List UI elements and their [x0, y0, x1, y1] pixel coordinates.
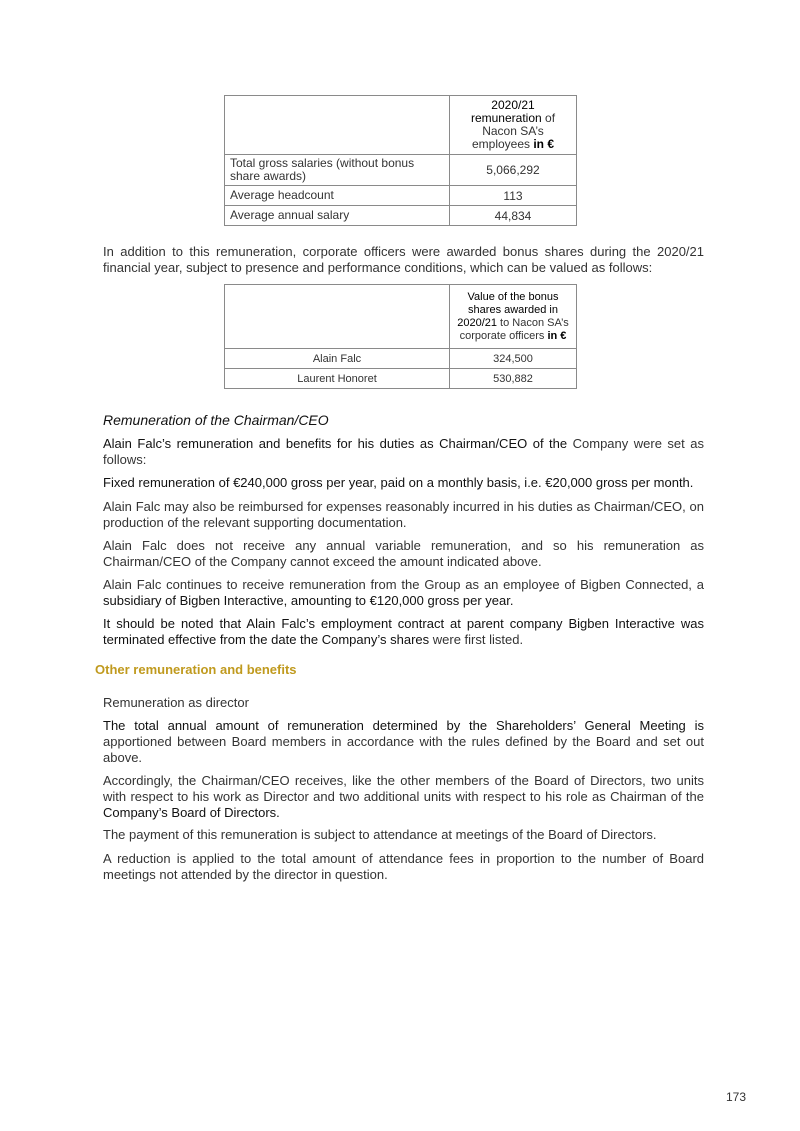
text-run: Alain Falc’s remuneration and benefits for his duties as Chairman/CEO of the — [103, 436, 568, 451]
bonus-intro-paragraph: In addition to this remuneration, corporate officers were awarded bonus shares during the 2020/21 financial year, subject to presence and performance conditions, which can be valued as follows: — [103, 244, 704, 275]
table-row — [225, 349, 577, 369]
text-run: The total annual amount of remuneration determined by the Shareholders’ General Meeting is — [103, 718, 704, 733]
table-corner-cell — [225, 285, 450, 349]
row-value: 113 — [450, 186, 577, 206]
other-remuneration-title: Other remuneration and benefits — [95, 662, 297, 677]
header-line: shares awarded in — [468, 303, 558, 316]
row-label: Total gross salaries (without bonus share awards) — [225, 155, 450, 186]
other-paragraph-2 — [103, 773, 704, 821]
other-paragraph-4: A reduction is applied to the total amount of attendance fees in proportion to the number of Board meetings not attended by the director in question. — [103, 851, 704, 882]
table-row — [225, 369, 577, 389]
row-label: Alain Falc — [225, 349, 450, 369]
chairman-paragraph-1 — [103, 436, 704, 468]
row-label: Laurent Honoret — [225, 369, 450, 389]
header-unit: in € — [547, 329, 567, 342]
other-paragraph-1 — [103, 718, 704, 766]
row-label: Average annual salary — [225, 206, 450, 226]
chairman-paragraph-5 — [103, 577, 704, 609]
chairman-paragraph-2: Fixed remuneration of €240,000 gross per year, paid on a monthly basis, i.e. €20,000 gross per month. — [103, 475, 694, 490]
table-corner-cell — [225, 96, 450, 155]
header-line: of — [541, 111, 556, 125]
row-label: Average headcount — [225, 186, 450, 206]
text-run: Company were set as follows: — [103, 436, 704, 467]
header-line: Nacon SA’s — [482, 124, 544, 138]
text-run: It should be noted that Alain Falc’s employment contract at parent company Bigben Interactive was terminated effective from the date the Company’s shares — [103, 616, 704, 647]
header-line: 2020/21 — [457, 316, 497, 329]
table-row — [225, 206, 577, 226]
text-run: Alain Falc continues to receive remuneration from the Group as an employee of Bigben Connected, a — [103, 577, 704, 592]
text-run: Accordingly, the Chairman/CEO receives, like the other members of the Board of Directors, two units with respect to his work as Director and two additional units with respect to his role as Chairman of the — [103, 773, 704, 804]
table-header — [450, 285, 577, 349]
table-header — [450, 96, 577, 155]
text-run: were first listed. — [429, 632, 524, 647]
chairman-paragraph-3: Alain Falc may also be reimbursed for expenses reasonably incurred in his duties as Chairman/CEO, on production of the relevant supporting documentation. — [103, 499, 704, 530]
row-value: 530,882 — [450, 369, 577, 389]
table-row — [225, 186, 577, 206]
header-unit: in € — [533, 137, 555, 151]
header-line: to Nacon SA’s — [497, 316, 569, 329]
header-line: corporate officers — [459, 329, 548, 342]
text-run: Company’s Board of Directors. — [103, 805, 280, 820]
row-value: 5,066,292 — [450, 155, 577, 186]
row-value: 44,834 — [450, 206, 577, 226]
header-line: 2020/21 — [491, 98, 535, 112]
director-remuneration-subtitle: Remuneration as director — [103, 695, 249, 710]
page-number: 173 — [726, 1090, 747, 1104]
text-run: subsidiary of Bigben Interactive, amounting to €120,000 gross per year. — [103, 593, 514, 608]
row-value: 324,500 — [450, 349, 577, 369]
header-line: remuneration — [470, 111, 542, 125]
text-run: apportioned between Board members in accordance with the rules defined by the Board and set out above. — [103, 734, 704, 765]
bonus-shares-table — [224, 284, 577, 389]
other-paragraph-3: The payment of this remuneration is subject to attendance at meetings of the Board of Directors. — [103, 827, 657, 842]
chairman-paragraph-6 — [103, 616, 704, 648]
employee-remuneration-table — [224, 95, 577, 226]
chairman-section-title: Remuneration of the Chairman/CEO — [103, 412, 329, 428]
table-row — [225, 155, 577, 186]
header-line: employees — [471, 137, 534, 151]
header-line: Value of the bonus — [467, 290, 559, 303]
chairman-paragraph-4: Alain Falc does not receive any annual variable remuneration, and so his remuneration as Chairman/CEO of the Company cannot exceed the amount indicated above. — [103, 538, 704, 569]
